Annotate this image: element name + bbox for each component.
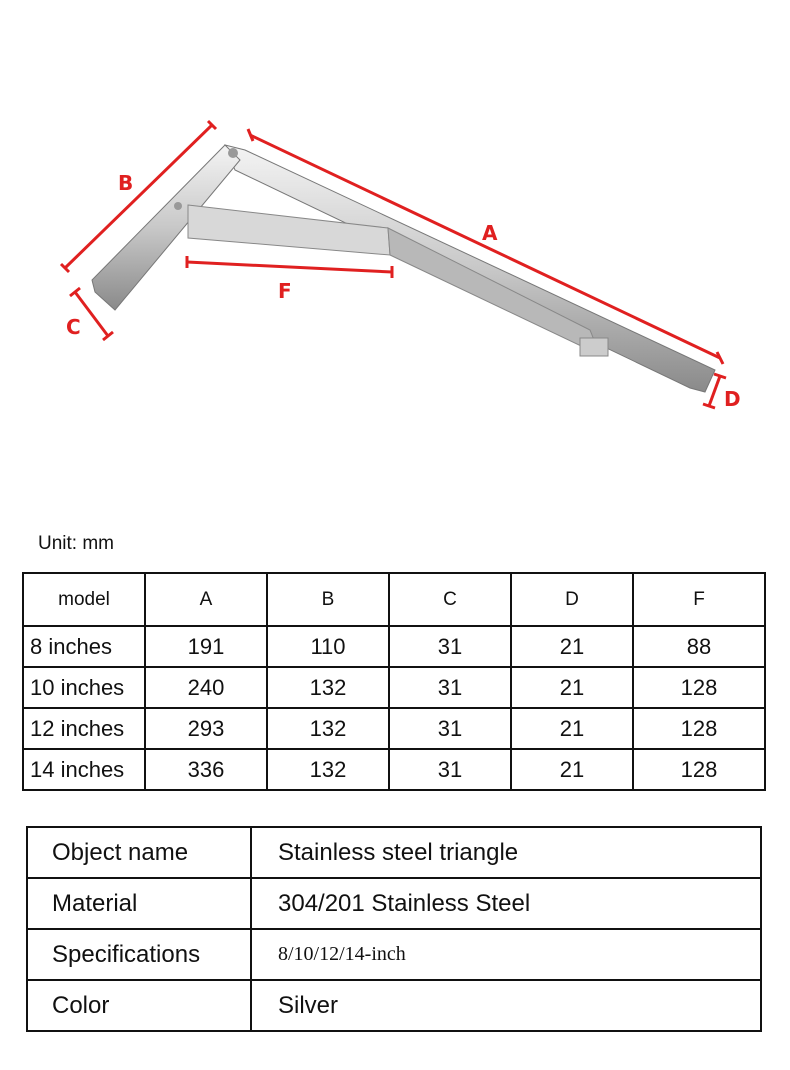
table-row [23,626,765,667]
cell: 31 [389,626,511,667]
table-row [27,878,761,929]
cell: 31 [389,708,511,749]
spec-value: 8/10/12/14-inch [251,929,761,980]
table-header-row [23,573,765,626]
spec-label: Material [27,878,251,929]
table-row [23,667,765,708]
spec-label: Specifications [27,929,251,980]
cell: 128 [633,667,765,708]
cell: 132 [267,667,389,708]
cell: 12 inches [23,708,145,749]
bracket-diagram [0,0,790,480]
spec-value: Stainless steel triangle [251,827,761,878]
table-row [27,929,761,980]
cell: 14 inches [23,749,145,790]
header-cell: F [633,573,765,626]
cell: 128 [633,749,765,790]
table-row [27,980,761,1031]
spec-value: 304/201 Stainless Steel [251,878,761,929]
header-cell: B [267,573,389,626]
header-cell: A [145,573,267,626]
spec-value: Silver [251,980,761,1031]
cell: 21 [511,667,633,708]
table-row [27,827,761,878]
cell: 191 [145,626,267,667]
cell: 240 [145,667,267,708]
label-f: F [278,279,292,303]
cell: 293 [145,708,267,749]
header-cell: D [511,573,633,626]
table-row [23,749,765,790]
cell: 31 [389,749,511,790]
cell: 132 [267,749,389,790]
cell: 31 [389,667,511,708]
label-a: A [482,221,498,245]
header-cell: C [389,573,511,626]
cell: 10 inches [23,667,145,708]
table-row [23,708,765,749]
cell: 8 inches [23,626,145,667]
cell: 21 [511,626,633,667]
dimension-lines [61,121,726,408]
label-d: D [724,387,741,411]
label-c: C [66,315,81,339]
spec-label: Color [27,980,251,1031]
header-cell: model [23,573,145,626]
cell: 21 [511,749,633,790]
label-b: B [118,171,134,195]
cell: 336 [145,749,267,790]
cell: 128 [633,708,765,749]
cell: 110 [267,626,389,667]
cell: 132 [267,708,389,749]
unit-label: Unit: mm [38,533,114,554]
bracket-image [92,145,715,392]
cell: 21 [511,708,633,749]
spec-table [26,826,762,1032]
cell: 88 [633,626,765,667]
size-table [22,572,766,791]
spec-label: Object name [27,827,251,878]
